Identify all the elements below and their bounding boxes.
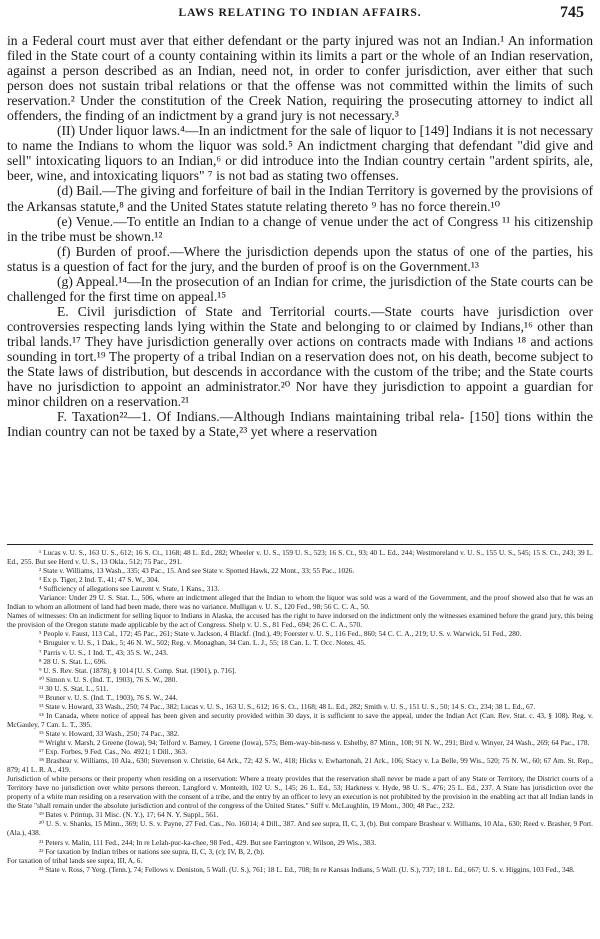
page-number: 745: [560, 4, 584, 21]
footnote: ⁵ People v. Faust, 113 Cal., 172; 45 Pac., 261; State v. Jackson, 4 Blackf. (Ind.), 49; Foerster v. U. S., 116 Fed., 860; 54 C. C. A., 219; U. S. v. Warwick, 51 Fed., 280.: [39, 629, 522, 639]
footnote: ⁸ 28 U. S. Stat. L., 696.: [39, 656, 107, 666]
running-title: LAWS RELATING TO INDIAN AFFAIRS.: [178, 7, 422, 19]
footnote: ¹⁴ In Canada, where notice of appeal has been given and security provided within 30 days, it is sufficient to save the appeal, under the Indian Act (Can. Rev. Stat. c. 43, § 108). Reg. v. McGauley, 7 Can. L. T., 395.: [7, 710, 593, 729]
paragraph: (d) Bail.—The giving and forfeiture of bail in the Indian Territory is governed by the provisions of the Arkansas statute,⁸ and the United States statute relating thereto ⁹ has no force therein.¹⁰: [7, 183, 593, 214]
footnote: ²² For taxation by Indian tribes or nations see supra, II, C, 3, (c); IV, B, 2, (b).: [39, 846, 265, 856]
paragraph: in a Federal court must aver that either defendant or the party injured was not an Indian.¹ An information filed in the State court of a county containing within its limits a part or the whole of an Indian reservation, against a person described as an Indian, need not, in order to confer jurisdiction, aver either that such person does not sustain tribal relations or that the offense was not committed within the limits of such reservation.² Under the constitution of the Creek Nation, requiring the prosecuting attorney to indict all offenders, the finding of an indictment by a grand jury is not necessary.³: [7, 33, 593, 124]
paragraph: (f) Burden of proof.—Where the jurisdiction depends upon the status of one of the parties, his status is a question of fact for the jury, and the burden of proof is on the Government.¹³: [7, 243, 593, 274]
footnote: ²¹ Peters v. Malin, 111 Fed., 244; In re Lelah-puc-ka-chee, 98 Fed., 429. But see Farrington v. Wilson, 29 Wis., 383.: [39, 837, 377, 847]
footnote: ⁷ Parris v. U. S., 1 Ind. T., 43; 35 S. W., 243.: [39, 647, 168, 657]
footnote: ²³ State v. Ross, 7 Yerg. (Tenn.), 74; Fellows v. Deniston, 5 Wall. (U. S.), 761; 18 L. Ed., 708; In re Kansas Indians, 5 Wall. (U. S.), 737; 18 L. Ed., 667; U. S. v. Higgins, 103 Fed., 348.: [39, 864, 575, 874]
footnote: ¹⁶ Wright v. Marsh, 2 Greene (Iowa), 94; Telford v. Barney, 1 Greene (Iowa), 575; Bem-way-bin-ness v. Eshelby, 87 Minn., 108; 91 N. W., 291; Bird v. Winyer, 24 Wash., 269; 64 Pac., 178.: [39, 737, 590, 747]
footnote: Variance: Under 29 U. S. Stat. L., 506, where an indictment alleged that the Indian to whom the liquor was sold was a ward of the Government, and the proof showed also that he was an Indian to whom an allotment of land had been made, there was no variance. Mulligan v. U. S., 120 Fed., 98; 56 C. C. A., 50.: [7, 593, 593, 612]
footnote: ⁴ Sufficiency of allegations see Laurent v. State, 1 Kans., 313.: [39, 584, 220, 594]
footnote: ¹² Bruner v. U. S. (Ind. T., 1903), 76 S. W., 244.: [39, 692, 178, 702]
footnote-divider: [7, 544, 593, 545]
footnote: ² State v. Williams, 13 Wash., 335; 43 Pac., 15. And see State v. Spotted Hawk, 22 Mont., 33; 55 Pac., 1026.: [39, 566, 355, 576]
main-text: [7, 33, 593, 439]
footnote: ¹ Lucas v. U. S., 163 U. S., 612; 16 S. Ct., 1168; 48 L. Ed., 282; Wheeler v. U. S., 159 U. S., 523; 16 S. Ct., 93; 40 L. Ed., 244; Westmoreland v. U. S., 155 U. S., 545; 15 S. Ct., 243; 39 L. Ed., 255. But see Herd v. U. S., 13 Okla., 512; 75 Pac., 291.: [7, 548, 593, 567]
paragraph: (e) Venue.—To entitle an Indian to a change of venue under the act of Congress ¹¹ his citizenship in the tribe must be shown.¹²: [7, 213, 593, 244]
footnote: For taxation of tribal lands see supra, III, A, 6.: [7, 855, 143, 865]
footnote: ¹⁵ State v. Howard, 33 Wash., 250; 74 Pac., 382.: [39, 728, 180, 738]
paragraph: (g) Appeal.¹⁴—In the prosecution of an Indian for crime, the jurisdiction of the State courts can be challenged for the first time on appeal.¹⁵: [7, 273, 593, 304]
footnote: ¹⁹ Bates v. Printup, 31 Misc. (N. Y.), 17; 64 N. Y. Suppl., 561.: [39, 810, 219, 820]
footnote: ¹⁸ Brashear v. Williams, 10 Ala., 630; Stevenson v. Christie, 64 Ark., 72; 42 S. W., 418; Hicks v. Ewhartonah, 21 Ark., 106; Stacy v. La Belle, 99 Wis., 520; 75 N. W., 60; 67 Am. St. Rep., 879; 41 L. R. A., 419.: [7, 756, 593, 775]
footnotes: [7, 548, 593, 874]
footnote: ¹⁷ Exp. Forbes, 9 Fed. Cas., No. 4921; 1 Dill., 363.: [39, 747, 188, 757]
footnote: ⁹ U. S. Rev. Stat. (1878), § 1014 [U. S. Comp. Stat. (1901), p. 716].: [39, 665, 237, 675]
footnote: ¹³ State v. Howard, 33 Wash., 250; 74 Pac., 382; Lucas v. U. S., 163 U. S., 612; 16 S. Ct., 1168; 48 L. Ed., 282; Smith v. U. S., 151 U. S., 50; 14 S. Ct., 234; 38 L. Ed., 67.: [39, 701, 536, 711]
page-header: [0, 4, 600, 24]
footnote: ⁶ Bruguier v. U. S., 1 Dak., 5; 46 N. W., 502; Reg. v. Monaghan, 34 Can. L. J., 55; 18 Can. L. T. Occ. Notes, 45.: [39, 638, 366, 648]
footnote: ²⁰ U. S. v. Shanks, 15 Minn., 369; U. S. v. Payne, 27 Fed. Cas., No. 16014; 4 Dill., 387. And see supra, II, C, 3, (b). But compare Brashear v. Williams, 10 Ala., 630; Reed v. Brasher, 9 Port. (Ala.), 438.: [7, 819, 593, 838]
footnote: ¹¹ 30 U. S. Stat. L., 511.: [39, 683, 109, 693]
footnote: Names of witnesses: On an indictment for selling liquor to Indians in Alaska, the accused has the right to have indorsed on the indictment only the witnesses examined before the grand jury, this being the provision of the Oregon statute made applicable by the act of Congress. Shelp v. U. S., 81 Fed., 694; 26 C. C. A., 570.: [7, 611, 593, 630]
paragraph: E. Civil jurisdiction of State and Territorial courts.—State courts have jurisdiction over controversies respecting lands lying within the State and belonging to or claimed by Indians,¹⁶ other than tribal lands.¹⁷ They have jurisdiction generally over actions on contracts made with Indians ¹⁸ and actions sounding in tort.¹⁹ The property of a tribal Indian on a reservation does not, on his death, become subject to the State laws of distribution, but descends in accordance with the custom of the tribe; and the State courts have no jurisdiction to appoint an administrator.²⁰ Nor have they jurisdiction to appoint a guardian for minor children on a reservation.²¹: [7, 303, 593, 410]
footnote: ¹⁰ Simon v. U. S. (Ind. T., 1903), 76 S. W., 280.: [39, 674, 178, 684]
paragraph: F. Taxation²²—1. Of Indians.—Although Indians maintaining tribal rela- [150] tions within the Indian country can not be taxed by a State,²³ yet where a reservation: [7, 409, 593, 440]
footnote: Jurisdiction of white persons or their property when residing on a reservation: Where a treaty provides that the reservation shall never be made a part of any State or Territory, the District courts of a Territory have no jurisdiction over white persons thereon. Langford v. Monteith, 102 U. S., 145; 26 L. Ed., 53; Harkness v. Hyde, 98 U. S., 476; 25 L. Ed., 237. A State has jurisdiction over the property of a white man residing on a reservation with the consent of a tribe, and the entry by an officer to levy an execution is not prohibited by the provision in the enabling act that all Indian lands in the State "shall remain under the absolute jurisdiction and control of the congress of the United States." Stiff v. McLaughlin, 19 Mont., 300; 48 Pac., 232.: [7, 774, 593, 811]
paragraph: (II) Under liquor laws.⁴—In an indictment for the sale of liquor to [149] Indians it is not necessary to name the Indians to whom the liquor was sold.⁵ An indictment charging that defendant "did give and sell" intoxicating liquors to an Indian,⁶ or did introduce into the Indian country certain "ardent spirits, ale, beer, wine, and intoxicating liquors" ⁷ is not bad as stating two offenses.: [7, 123, 593, 184]
footnote: ³ Ex p. Tiger, 2 Ind. T., 41; 47 S. W., 304.: [39, 575, 160, 585]
